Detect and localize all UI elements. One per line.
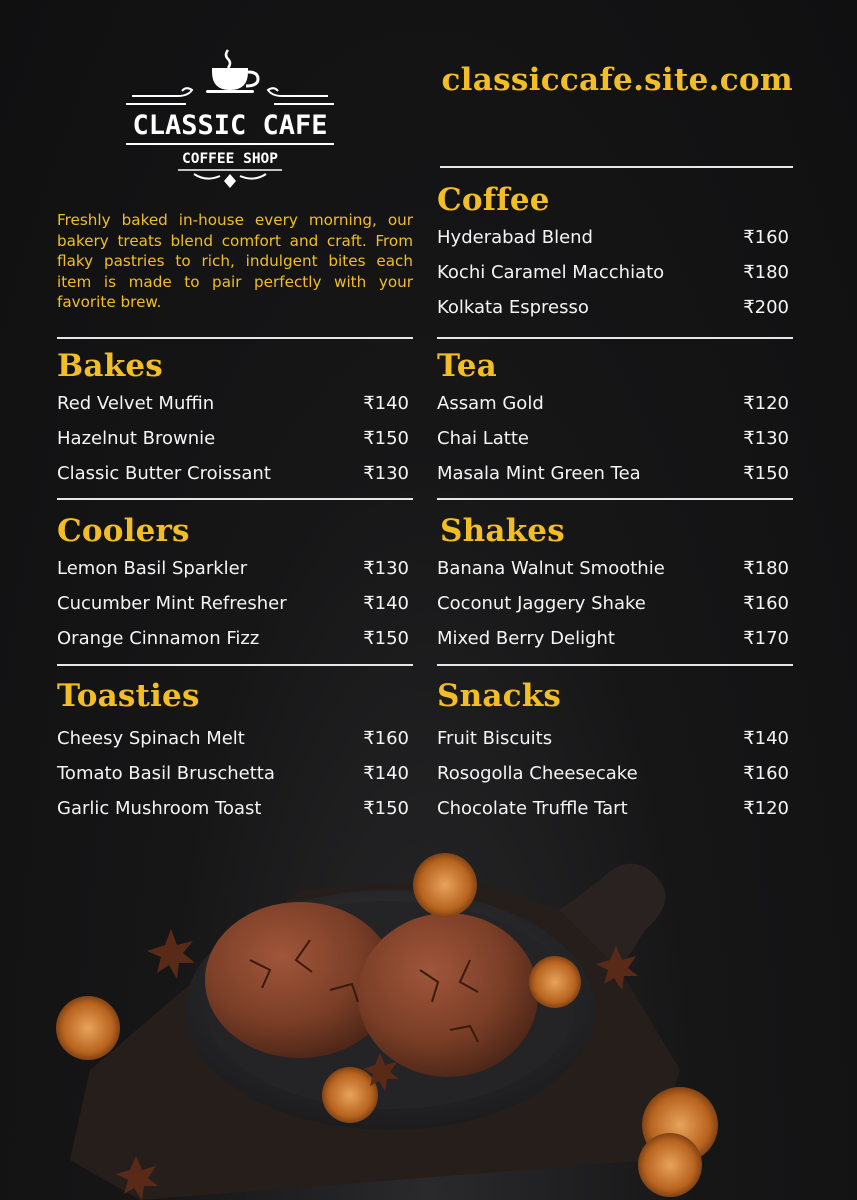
item-price: ₹150 [743, 463, 789, 484]
item-name: Chai Latte [437, 428, 529, 449]
menu-item [437, 255, 793, 290]
item-name: Kochi Caramel Macchiato [437, 262, 665, 283]
menu-item [437, 756, 793, 791]
cafe-logo [122, 46, 338, 196]
item-name: Assam Gold [437, 393, 544, 414]
coffee-cup-logo-icon [122, 46, 338, 196]
item-name: Banana Walnut Smoothie [437, 558, 665, 579]
item-price: ₹130 [363, 463, 409, 484]
item-price: ₹140 [363, 593, 409, 614]
section-tea [437, 346, 793, 491]
item-price: ₹170 [743, 628, 789, 649]
item-name: Mixed Berry Delight [437, 628, 615, 649]
item-price: ₹200 [743, 297, 789, 318]
item-price: ₹160 [743, 593, 789, 614]
divider [57, 498, 413, 500]
section-title: Toasties [57, 678, 200, 714]
section-title: Shakes [440, 513, 565, 549]
item-price: ₹140 [363, 393, 409, 414]
section-title: Coffee [437, 182, 550, 218]
logo-tagline: COFFEE SHOP [181, 151, 279, 167]
item-price: ₹160 [363, 728, 409, 749]
item-name: Fruit Biscuits [437, 728, 553, 749]
menu-item [437, 551, 793, 586]
item-price: ₹140 [363, 763, 409, 784]
section-title: Bakes [57, 348, 163, 384]
menu-item [437, 456, 793, 491]
item-name: Rosogolla Cheesecake [437, 763, 638, 784]
website-url[interactable]: classiccafe.site.com [441, 62, 793, 98]
section-toasties [57, 676, 413, 826]
menu-item [57, 551, 413, 586]
logo-name: CLASSIC CAFE [132, 110, 328, 141]
item-name: Kolkata Espresso [437, 297, 589, 318]
item-price: ₹160 [743, 763, 789, 784]
section-snacks [437, 676, 793, 826]
item-price: ₹180 [743, 558, 789, 579]
menu-item [57, 386, 413, 421]
divider [437, 664, 793, 666]
menu-item [57, 756, 413, 791]
menu-item [57, 421, 413, 456]
menu-item [437, 621, 793, 656]
item-name: Lemon Basil Sparkler [57, 558, 248, 579]
menu-item [57, 721, 413, 756]
item-price: ₹120 [743, 393, 789, 414]
item-name: Cucumber Mint Refresher [57, 593, 287, 614]
divider [57, 337, 413, 339]
item-name: Tomato Basil Bruschetta [57, 763, 275, 784]
section-title: Coolers [57, 513, 190, 549]
item-name: Hazelnut Brownie [57, 428, 216, 449]
item-price: ₹130 [743, 428, 789, 449]
item-name: Hyderabad Blend [437, 227, 593, 248]
menu-item [437, 721, 793, 756]
item-name: Masala Mint Green Tea [437, 463, 641, 484]
divider [440, 166, 793, 168]
cookies-photo [0, 820, 857, 1200]
divider [437, 498, 793, 500]
section-coolers [57, 511, 413, 656]
item-price: ₹130 [363, 558, 409, 579]
item-price: ₹150 [363, 628, 409, 649]
section-bakes [57, 346, 413, 491]
menu-item [57, 586, 413, 621]
item-name: Red Velvet Muffin [57, 393, 215, 414]
item-name: Cheesy Spinach Melt [57, 728, 245, 749]
item-price: ₹150 [363, 798, 409, 819]
divider [57, 664, 413, 666]
item-price: ₹120 [743, 798, 789, 819]
menu-item [437, 386, 793, 421]
item-name: Coconut Jaggery Shake [437, 593, 646, 614]
item-name: Chocolate Truffle Tart [437, 798, 628, 819]
section-title: Snacks [437, 678, 562, 714]
item-name: Garlic Mushroom Toast [57, 798, 262, 819]
section-title: Tea [437, 348, 497, 384]
item-price: ₹180 [743, 262, 789, 283]
item-price: ₹140 [743, 728, 789, 749]
section-coffee [437, 180, 793, 325]
menu-item [437, 290, 793, 325]
menu-item [437, 421, 793, 456]
item-name: Classic Butter Croissant [57, 463, 271, 484]
item-price: ₹160 [743, 227, 789, 248]
menu-item [437, 220, 793, 255]
item-price: ₹150 [363, 428, 409, 449]
menu-item [57, 456, 413, 491]
item-name: Orange Cinnamon Fizz [57, 628, 260, 649]
cookies-on-board-illustration [0, 820, 857, 1200]
menu-item [57, 621, 413, 656]
menu-item [437, 586, 793, 621]
divider [437, 337, 793, 339]
section-shakes [437, 511, 793, 656]
intro-text: Freshly baked in-house every morning, our bakery treats blend comfort and craft. From flaky pastries to rich, indulgent bites each item is made to pair perfectly with your favorite brew. [57, 211, 413, 311]
